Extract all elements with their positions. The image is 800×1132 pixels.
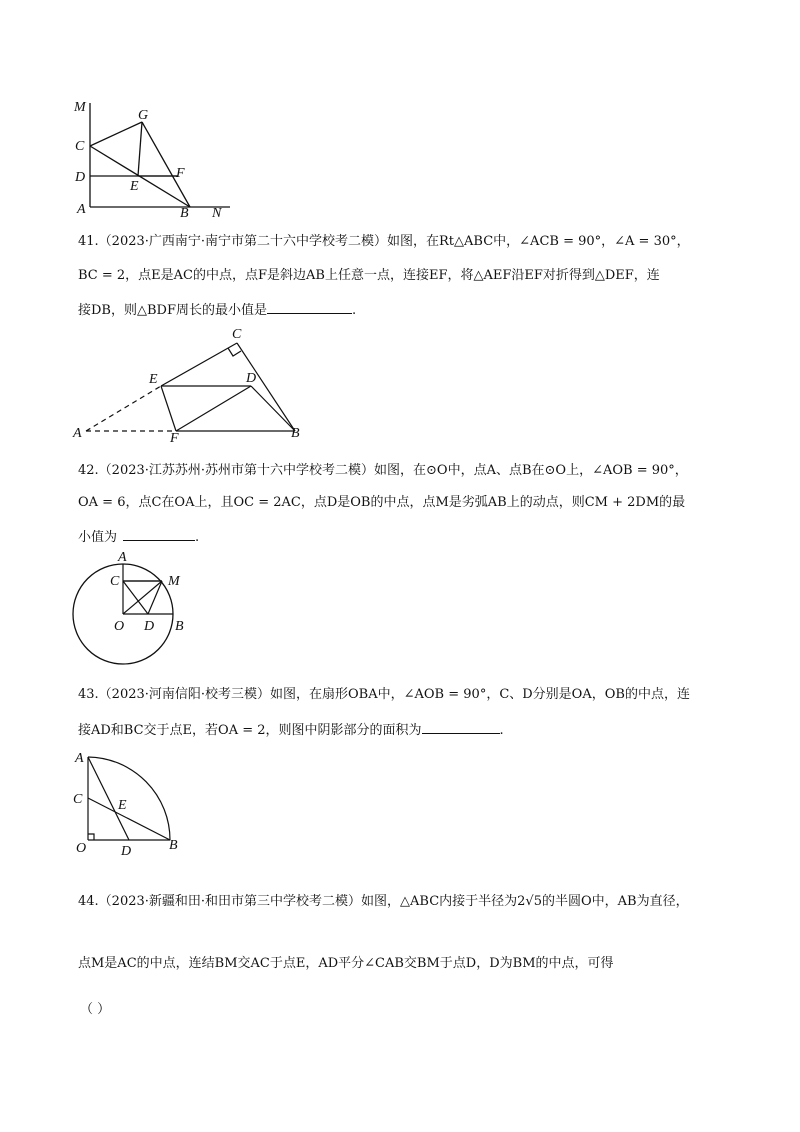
q41-label-F: F xyxy=(170,431,179,445)
q42-line-3-end: . xyxy=(195,530,200,545)
q44-answer-parens[interactable]: （ ） xyxy=(80,1002,111,1017)
q41-line-3 xyxy=(78,300,356,320)
label-F: F xyxy=(176,166,185,181)
q42-line-2: OA = 6，点C在OA上，且OC = 2AC，点D是OB的中点，点M是劣弧AB上的动点，则CM + 2DM的最 xyxy=(78,495,686,510)
q42-label-M: M xyxy=(168,574,180,589)
q42-label-D: D xyxy=(144,619,155,634)
q41-line-2: BC = 2，点E是AC的中点，点F是斜边AB上任意一点，连接EF，将△AEF沿EF对折得到△DEF，连 xyxy=(78,268,660,283)
q41-line-1: 41.（2023·广西南宁·南宁市第二十六中学校考二模）如图，在Rt△ABC中，∠ACB = 90°，∠A = 30°， xyxy=(78,234,690,249)
q41-line-3-text: 接DB，则△BDF周长的最小值是 xyxy=(78,303,267,318)
q43-line-1: 43.（2023·河南信阳·校考三模）如图，在扇形OBA中，∠AOB = 90°，C、D分别是OA，OB的中点，连 xyxy=(78,687,690,702)
q43-label-A: A xyxy=(75,751,84,766)
q43-line-2-text: 接AD和BC交于点E，若OA = 2，则图中阴影部分的面积为 xyxy=(78,723,422,738)
q42-label-A: A xyxy=(118,550,127,565)
q42-line-1: 42.（2023·江苏苏州·苏州市第十六中学校考二模）如图，在⊙O中，点A、点B在⊙O上，∠AOB = 90°， xyxy=(78,463,688,478)
label-G: G xyxy=(138,108,149,123)
q42-answer-blank[interactable] xyxy=(123,527,195,541)
label-A: A xyxy=(77,202,86,217)
q41-label-B: B xyxy=(291,426,300,441)
q44-line-1: 44.（2023·新疆和田·和田市第三中学校考二模）如图，△ABC内接于半径为2√5的半圆O中，AB为直径， xyxy=(78,894,689,909)
q42-label-B: B xyxy=(175,619,184,634)
q43-line-2-end: . xyxy=(499,723,504,738)
q41-line-3-end: . xyxy=(351,303,357,318)
label-C: C xyxy=(75,139,85,154)
q43-answer-blank[interactable] xyxy=(422,720,500,734)
q43-label-D: D xyxy=(121,844,132,857)
label-N: N xyxy=(212,206,222,220)
q41-label-D: D xyxy=(246,371,257,386)
q43-label-E: E xyxy=(118,798,127,813)
q42-label-O: O xyxy=(114,619,125,634)
figure-top xyxy=(70,95,240,220)
q43-label-B: B xyxy=(169,838,178,853)
q43-line-2 xyxy=(78,720,504,740)
q41-answer-blank[interactable] xyxy=(267,300,352,314)
q41-label-E: E xyxy=(149,372,158,387)
label-E: E xyxy=(130,179,139,194)
q42-line-3-text: 小值为 xyxy=(78,530,118,545)
q44-line-2: 点M是AC的中点，连结BM交AC于点E，AD平分∠CAB交BM于点D，D为BM的中点，可得 xyxy=(78,956,614,971)
q43-label-C: C xyxy=(73,792,83,807)
q42-line-3 xyxy=(78,527,199,547)
q43-label-O: O xyxy=(76,841,87,856)
q42-figure xyxy=(70,548,210,670)
q41-label-C: C xyxy=(232,327,242,342)
label-B: B xyxy=(180,206,189,220)
q43-figure xyxy=(70,745,190,857)
q42-label-C: C xyxy=(110,574,120,589)
q41-figure xyxy=(70,325,310,445)
q41-label-A: A xyxy=(73,426,82,441)
label-D: D xyxy=(75,170,86,185)
label-M: M xyxy=(74,100,86,115)
